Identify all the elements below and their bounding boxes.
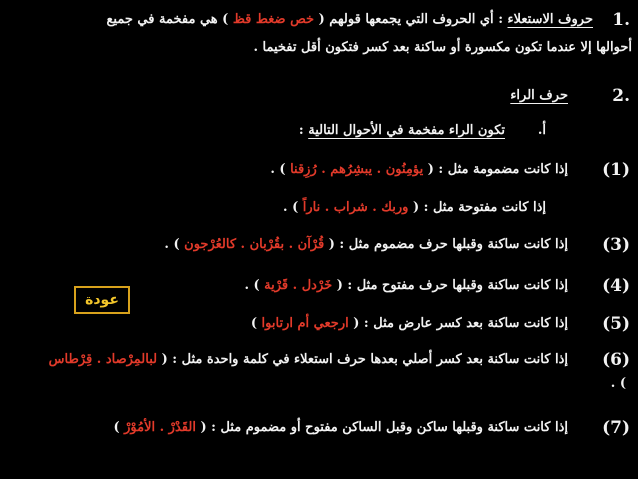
- section-1-text-b: ) هي مفخمة في جميع: [106, 12, 233, 27]
- item-2-condition: إذا كانت مفتوحة مثل : (: [408, 200, 546, 215]
- item-7-text: [113, 420, 568, 435]
- item-7-close: ): [113, 420, 125, 435]
- item-4-close: ) .: [244, 278, 265, 293]
- item-5-condition: إذا كانت ساكنة بعد كسر عارض مثل : (: [348, 316, 568, 331]
- item-6-number: (6): [602, 350, 630, 370]
- item-3-examples: قُرْآن . بقُرْبان . كالعُرْجون: [184, 237, 325, 252]
- subsection-heading: تكون الراء مفخمة في الأحوال التالية: [308, 123, 505, 138]
- section-2-number: 2.: [612, 86, 630, 106]
- item-3-close: ) .: [164, 237, 185, 252]
- item-5-examples: ارجعي أم ارتابوا: [261, 316, 349, 331]
- section-2-heading: حرف الراء: [510, 88, 568, 103]
- item-4-condition: إذا كانت ساكنة وقبلها حرف مفتوح مثل : (: [332, 278, 568, 293]
- item-6-examples: لبالمِرْصاد . قِرْطاس: [48, 352, 158, 367]
- item-2-examples: وربك . شراب . ناراً: [302, 200, 409, 215]
- item-7-condition: إذا كانت ساكنة وقبلها ساكن وقبل الساكن مفتوح أو مضموم مثل : (: [195, 420, 568, 435]
- item-5-text: [251, 316, 568, 331]
- section-1-letters: خص ضغط قظ: [232, 12, 315, 27]
- item-1-condition: إذا كانت مضمومة مثل : (: [423, 162, 568, 177]
- item-1-number: (1): [602, 160, 630, 180]
- section-1-line-2: أحوالها إلا عندما تكون مكسورة أو ساكنة بعد كسر فتكون أقل تفخيما .: [253, 40, 632, 55]
- item-3-text: [164, 237, 568, 252]
- item-4-text: [244, 278, 568, 293]
- item-6-condition: إذا كانت ساكنة بعد كسر أصلي بعدها حرف استعلاء في كلمة واحدة مثل : (: [157, 352, 568, 367]
- section-1-line-1: [107, 12, 594, 27]
- item-1-text: [270, 162, 568, 177]
- item-7-examples: القَدْرْ . الأمُوْرْ: [124, 420, 196, 435]
- subsection-letter: أ.: [537, 123, 546, 138]
- item-3-condition: إذا كانت ساكنة وقبلها حرف مضموم مثل : (: [324, 237, 568, 252]
- item-3-number: (3): [602, 235, 630, 255]
- item-7-number: (7): [602, 418, 630, 438]
- subsection-colon: :: [298, 123, 309, 138]
- item-4-examples: خَرْدل . قَرْية: [264, 278, 333, 293]
- item-6-text: [49, 352, 568, 367]
- item-5-number: (5): [602, 314, 630, 334]
- subsection-heading-line: [299, 123, 505, 138]
- back-button[interactable]: [74, 286, 130, 314]
- item-1-close: ) .: [270, 162, 291, 177]
- section-1-text-a: : أي الحروف التي يجمعها قولهم (: [314, 12, 508, 27]
- item-4-number: (4): [602, 276, 630, 296]
- back-button-label: عودة: [85, 292, 119, 308]
- item-6-continuation: ) .: [610, 376, 626, 391]
- item-2-close: ) .: [283, 200, 303, 215]
- section-1-heading: حروف الاستعلاء: [507, 12, 593, 27]
- item-1-examples: يؤمِنُون . يبشِرُهم . رُزِقنا: [290, 162, 424, 177]
- item-5-close: ): [250, 316, 262, 331]
- section-1-number: 1.: [612, 10, 630, 30]
- item-2-text: [283, 200, 546, 215]
